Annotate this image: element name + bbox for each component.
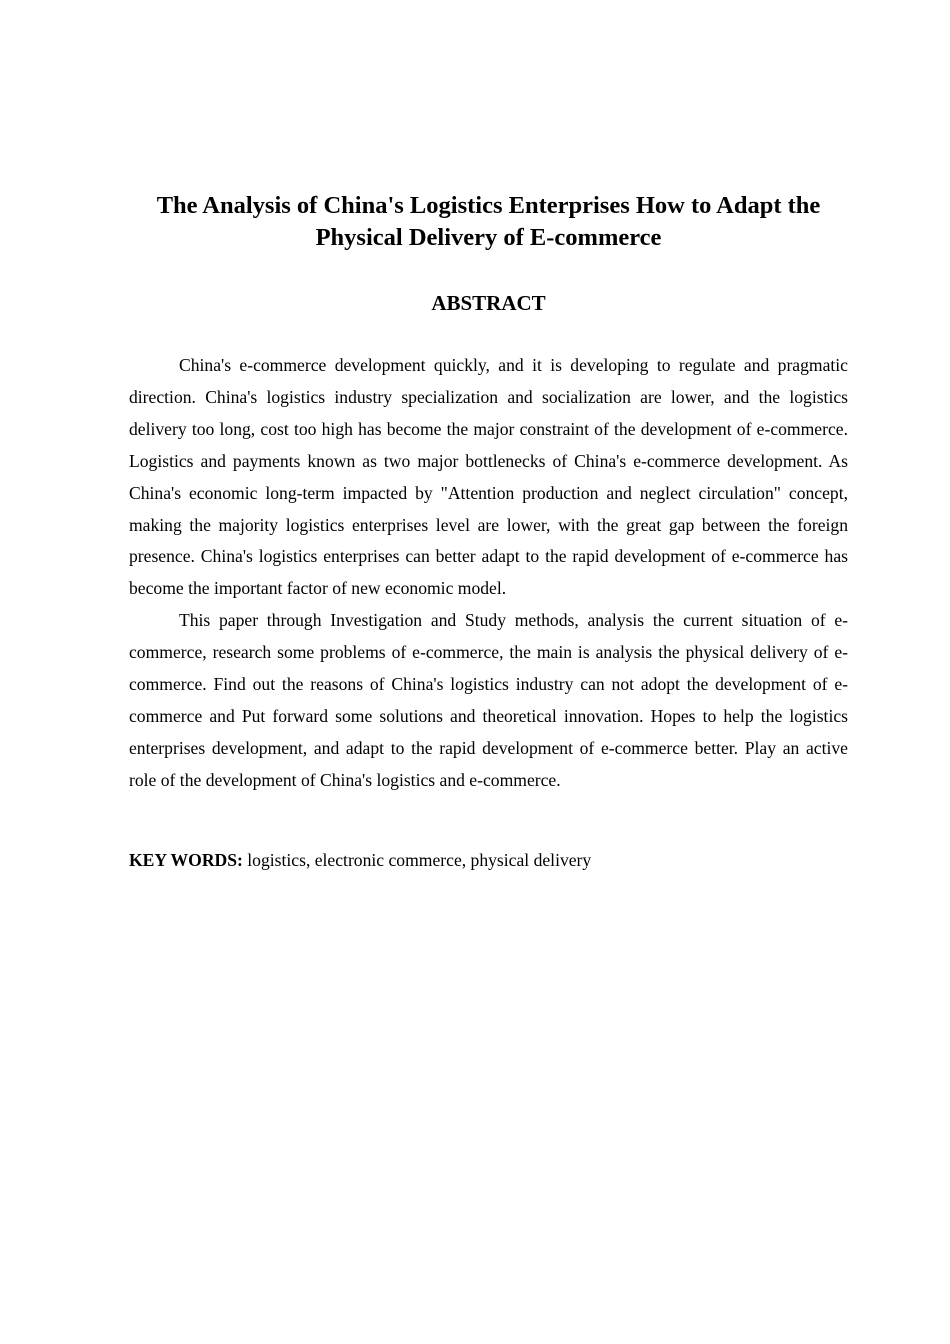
- keywords-text: logistics, electronic commerce, physical delivery: [242, 850, 592, 870]
- keywords-line: [129, 846, 848, 874]
- abstract-heading: ABSTRACT: [431, 291, 546, 315]
- paper-title-line-2: Physical Delivery of E-commerce: [315, 224, 662, 251]
- paper-title: [129, 190, 848, 254]
- abstract-paragraph-1: China's e-commerce development quickly, and it is developing to regulate and pragmatic direction. China's logistics industry specialization and socialization are lower, and the logistics delivery too long, cost too high has become the major constraint of the development of e-commerce. Logistics and payments known as two major bottlenecks of China's e-commerce development. As China's economic long-term impacted by "Attention production and neglect circulation" concept, making the majority logistics enterprises level are lower, with the great gap between the foreign presence. China's logistics enterprises can better adapt to the rapid development of e-commerce has become the important factor of new economic model.: [129, 355, 848, 599]
- abstract-paragraph-2: This paper through Investigation and Study methods, analysis the current situation of e-commerce, research some problems of e-commerce, the main is analysis the physical delivery of e-commerce. Find out the reasons of China's logistics industry can not adopt the development of e-commerce and Put forward some solutions and theoretical innovation. Hopes to help the logistics enterprises development, and adapt to the rapid development of e-commerce better. Play an active role of the development of China's logistics and e-commerce.: [129, 610, 848, 790]
- paper-title-line-1: The Analysis of China's Logistics Enterprises How to Adapt the: [156, 192, 821, 219]
- keywords-label: KEY WORDS:: [129, 850, 243, 870]
- abstract-body: [129, 350, 848, 797]
